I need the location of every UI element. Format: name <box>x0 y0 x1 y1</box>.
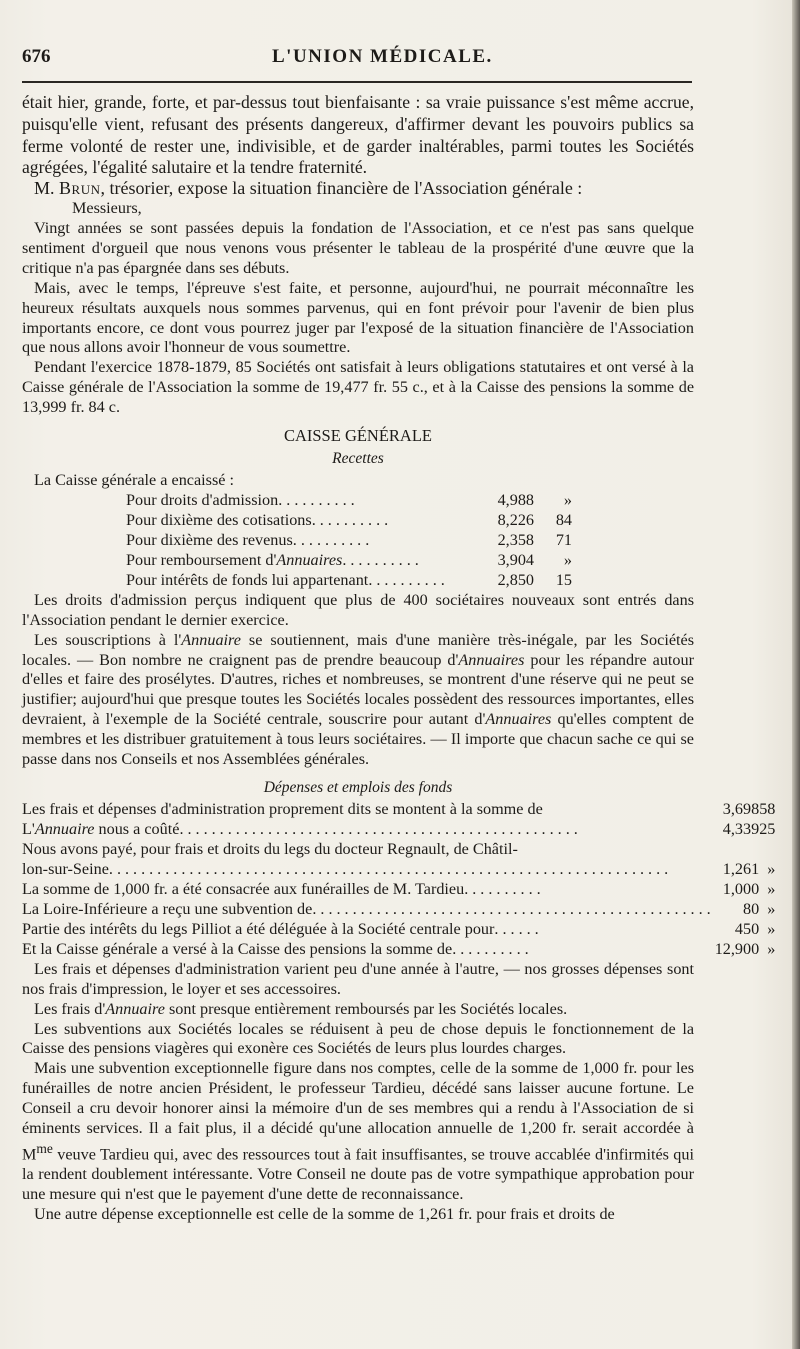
paragraph-tardieu <box>22 1059 694 1205</box>
recettes-label: Pour dixième des cotisations <box>126 510 312 529</box>
speaker-role: , trésorier, expose la situation financière de l'Association générale : <box>100 178 583 199</box>
recettes-label-italic: Annuaires <box>276 550 343 569</box>
text-run: Les frais d' <box>34 999 106 1018</box>
leader-dots: .......... <box>452 939 533 958</box>
recettes-cents: 84 <box>555 510 572 529</box>
leader-dots: .................................................. <box>179 819 582 838</box>
text-run: se soutiennent, mais d'une manière très-inégale, par les Sociétés locales. — Bon nombre ne craignent pas de prendre beaucoup d' <box>22 630 694 669</box>
text-run: sont presque entièrement remboursés par les Sociétés locales. <box>164 999 568 1018</box>
recettes-row <box>126 511 572 531</box>
salutation: Messieurs, <box>72 199 142 218</box>
paragraph-souscriptions <box>22 631 694 770</box>
paragraph-admissions: Les droits d'admission perçus indiquent que plus de 400 sociétaires nouveaux sont entrés dans l'Association pendant le dernier exercice. <box>22 590 694 629</box>
text-run: Les souscriptions à l' <box>34 630 182 649</box>
depenses-cents: » <box>767 939 776 958</box>
header-rule <box>22 81 692 83</box>
text-superscript: me <box>36 1141 53 1156</box>
recettes-amount: 4,988 <box>497 490 534 509</box>
text-italic: Annuaires <box>485 710 552 729</box>
speaker-prefix: M. <box>34 178 55 199</box>
leader-dots: ...................................................................... <box>108 859 673 878</box>
recettes-cents: » <box>563 550 572 569</box>
speaker-name: Brun <box>59 178 101 199</box>
depenses-row <box>22 860 775 880</box>
speaker-heading <box>22 179 694 199</box>
depenses-amount: 4,339 <box>722 819 760 838</box>
recettes-amount: 2,850 <box>497 570 534 589</box>
depenses-amount: 1,261 <box>722 859 760 878</box>
depenses-cents: » <box>767 919 776 938</box>
depenses-amount: 80 <box>743 899 760 918</box>
recettes-cents: 15 <box>555 570 572 589</box>
caisse-title: CAISSE GÉNÉRALE <box>283 426 433 446</box>
recettes-label: Pour remboursement d' <box>126 550 277 569</box>
paragraph-subventions: Les subventions aux Sociétés locales se réduisent à peu de chose depuis le fonctionnement de la Caisse des pensions viagères qui exonère ces Sociétés de leurs plus lourdes charges. <box>22 1019 694 1058</box>
leader-dots: .......... <box>368 570 449 589</box>
paragraph-intro: était hier, grande, forte, et par-dessus tout bienfaisante : sa vraie puissance s'est même accrue, puisqu'elle vient, refusant des présents dangereux, d'affirmer devant les pouvoirs publics sa ferme volonté de rester une, indivisible, et de garder inaltérables, parmi toutes les Sociétés agrégées, l'égalité salutaire et la tendre fraternité. <box>22 92 694 178</box>
recettes-amount: 3,904 <box>497 550 534 569</box>
depenses-label: lon-sur-Seine <box>22 859 109 878</box>
text-run: veuve Tardieu qui, avec des ressources tout à fait insuffisantes, se trouve accablée d'infirmités qui la rendent doublement intéressante. Votre Conseil ne doute pas de votre sympathique approbation pour une mesure qui n'est que le payement d'une dette de reconnaissance. <box>22 1145 694 1204</box>
depenses-label: Partie des intérêts du legs Pilliot a été déléguée à la Société centrale pour <box>22 919 495 938</box>
paragraph-time: Mais, avec le temps, l'épreuve s'est faite, et personne, aujourd'hui, ne pourrait méconnaître les heureux résultats auxquels nous sommes parvenus, qui en font prévoir pour l'avenir de bien plus importants encore, ce dont vous pourrez juger par l'exposé de la situation financière de l'Association que nous allons avoir l'honneur de vous soumettre. <box>22 278 694 357</box>
recettes-title: Recettes <box>332 449 384 467</box>
recettes-row <box>126 531 572 551</box>
depenses-label: La Loire-Inférieure a reçu une subvention de <box>22 899 313 918</box>
leader-dots: .......... <box>464 879 545 898</box>
leader-dots: .................................................. <box>312 899 715 918</box>
recettes-label: Pour dixième des revenus <box>126 530 293 549</box>
recettes-table <box>126 491 572 591</box>
depenses-cents: 58 <box>759 799 776 818</box>
depenses-row <box>22 820 775 840</box>
leader-dots: .......... <box>311 510 393 529</box>
article-body <box>22 92 776 1225</box>
depenses-label: Nous avons payé, pour frais et droits du legs du docteur Regnault, de Châtil- <box>22 839 518 858</box>
depenses-amount: 450 <box>734 919 760 938</box>
paragraph-anniversary: Vingt années se sont passées depuis la fondation de l'Association, et ce n'est pas sans quelque sentiment d'orgueil que nous venons vous présenter le tableau de la prospérité d'une œuvre que la critique n'a pas épargnée dans ses débuts. <box>22 219 694 277</box>
recettes-amount: 8,226 <box>497 510 534 529</box>
paragraph-exceptionnelle: Une autre dépense exceptionnelle est celle de la somme de 1,261 fr. pour frais et droits de <box>34 1205 615 1224</box>
depenses-label: nous a coûté <box>94 819 180 838</box>
leader-dots: ...... <box>494 919 543 938</box>
depenses-label: L' <box>22 819 35 838</box>
recettes-label: Pour droits d'admission <box>126 490 279 509</box>
paragraph-frais: Les frais et dépenses d'administration varient peu d'une année à l'autre, — nos grosses dépenses sont nos frais d'impression, le loyer et ses accessoires. <box>22 959 694 998</box>
recettes-label: Pour intérêts de fonds lui appartenant <box>126 570 369 589</box>
text-italic: Annuaire <box>181 630 241 649</box>
recettes-cents: 71 <box>555 530 572 549</box>
paragraph-exercice: Pendant l'exercice 1878-1879, 85 Sociétés ont satisfait à leurs obligations statutaires et ont versé à la Caisse générale de l'Association la somme de 19,477 fr. 55 c., et à la Caisse des pensions la somme de 13,999 fr. 84 c. <box>22 358 694 417</box>
text-run: Mais une subvention exceptionnelle figure dans nos comptes, celle de la somme de 1,000 fr. pour les funérailles de notre ancien Président, le professeur Tardieu, décédé sans laisser aucune fortune. Le Conseil a cru devoir honorer ainsi la mémoire d'un de ses membres qui a rendu à l'Association de si éminents services. Il a fait plus, il a décidé qu'une allocation annuelle de 1,200 fr. serait accordée à M <box>22 1059 694 1164</box>
depenses-row <box>22 800 775 820</box>
depenses-cents: 25 <box>759 819 776 838</box>
depenses-title: Dépenses et emplois des fonds <box>263 778 453 796</box>
page-number: 676 <box>22 46 51 67</box>
text-run: qu'elles comptent de membres et les distribuer gratuitement à tous leurs sociétaires. — Il importe que chacun sache ce qui se passe dans nos Conseils et nos Assemblées générales. <box>22 710 694 769</box>
depenses-label: La somme de 1,000 fr. a été consacrée aux funérailles de M. Tardieu <box>22 879 465 898</box>
depenses-amount: 12,900 <box>714 939 760 958</box>
depenses-cents: » <box>767 899 776 918</box>
depenses-table <box>22 800 775 960</box>
depenses-label: Les frais et dépenses d'administration proprement dits se montent à la somme de <box>22 799 543 818</box>
recettes-row <box>126 571 572 591</box>
depenses-row <box>22 880 775 900</box>
depenses-label: Et la Caisse générale a versé à la Caisse des pensions la somme de <box>22 939 453 958</box>
journal-title: L'UNION MÉDICALE. <box>272 46 493 67</box>
recettes-row <box>126 551 572 571</box>
depenses-row <box>22 900 775 920</box>
leader-dots: .......... <box>342 550 423 569</box>
depenses-row <box>22 920 775 940</box>
text-italic: Annuaire <box>105 999 165 1018</box>
leader-dots: .......... <box>292 530 374 549</box>
leader-dots: .......... <box>278 490 359 509</box>
text-italic: Annuaires <box>458 650 525 669</box>
page-edge-shadow <box>792 0 800 1349</box>
depenses-cents: » <box>767 859 776 878</box>
depenses-label-italic: Annuaire <box>34 819 95 838</box>
depenses-amount: 1,000 <box>722 879 760 898</box>
recettes-cents: » <box>563 490 572 509</box>
recettes-row <box>126 491 572 511</box>
recettes-amount: 2,358 <box>497 530 534 549</box>
text-run: pour les répandre autour d'elles et faire des prosélytes. D'autres, riches et nombreuses, se montrent d'une réserve qui ne peut se justifier; aujourd'hui que presque toutes les Sociétés locales possèdent des ressources importantes, elles devraient, à l'exemple de la Société centrale, souscrire pour autant d' <box>22 650 694 729</box>
recettes-lead: La Caisse générale a encaissé : <box>34 470 234 489</box>
depenses-amount: 3,698 <box>722 799 760 818</box>
depenses-row <box>22 840 775 860</box>
depenses-cents: » <box>767 879 776 898</box>
depenses-row <box>22 940 775 960</box>
paragraph-annuaire <box>22 1000 694 1020</box>
